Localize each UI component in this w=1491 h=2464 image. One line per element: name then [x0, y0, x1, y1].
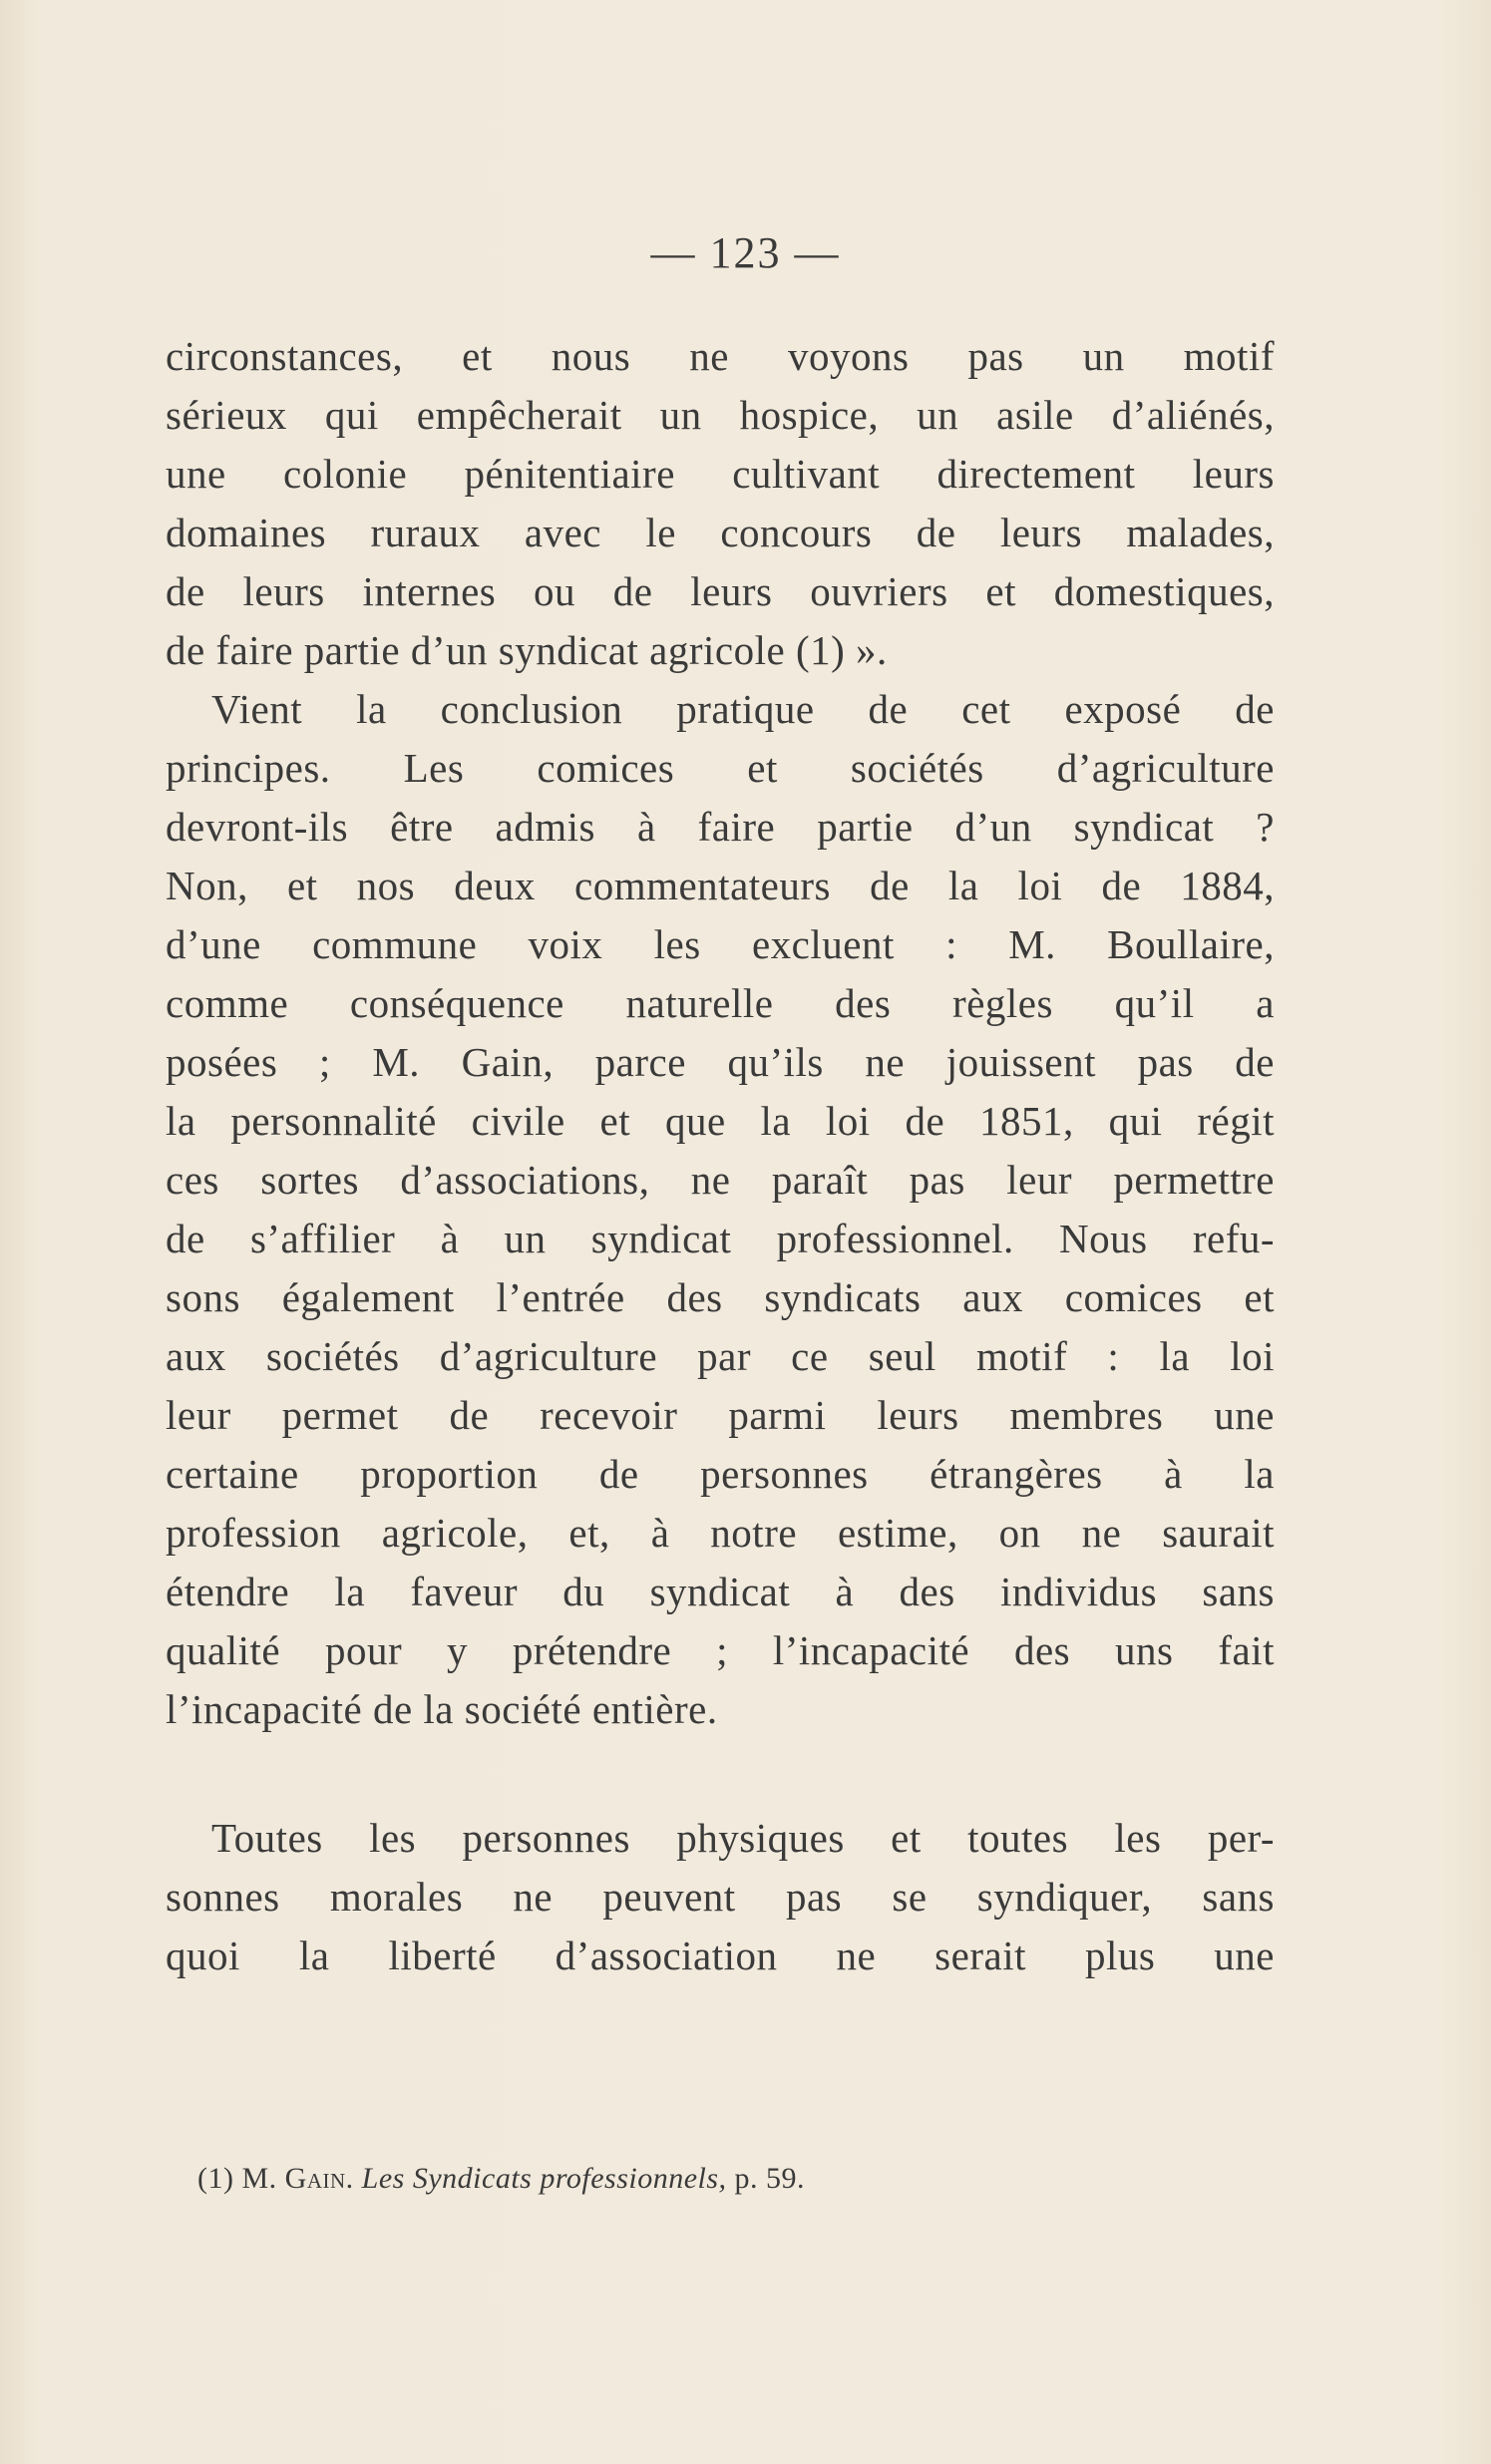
text-line: de s’affilier à un syndicat professionnel. Nous refu- — [166, 1216, 1275, 1261]
text-line: sonnes morales ne peuvent pas se syndiquer, sans — [166, 1874, 1275, 1920]
text-line: l’incapacité de la société entière. — [166, 1686, 718, 1732]
text-line: comme conséquence naturelle des règles qu’il a — [166, 980, 1275, 1026]
body-text — [166, 327, 1275, 1985]
text-line: ces sortes d’associations, ne paraît pas leur permettre — [166, 1157, 1275, 1203]
text-line: aux sociétés d’agriculture par ce seul motif : la loi — [166, 1333, 1275, 1379]
text-line: domaines ruraux avec le concours de leurs malades, — [166, 510, 1275, 555]
text-line: principes. Les comices et sociétés d’agriculture — [166, 745, 1275, 791]
text-line: circonstances, et nous ne voyons pas un motif — [166, 333, 1275, 379]
text-line: étendre la faveur du syndicat à des individus sans — [166, 1569, 1275, 1614]
paragraph — [166, 1809, 1275, 1985]
text-line: posées ; M. Gain, parce qu’ils ne jouissent pas de — [166, 1039, 1275, 1085]
text-line: leur permet de recevoir parmi leurs membres une — [166, 1392, 1275, 1438]
text-line: la personnalité civile et que la loi de 1851, qui régit — [166, 1098, 1275, 1144]
text-line: sérieux qui empêcherait un hospice, un asile d’aliénés, — [166, 392, 1275, 438]
text-line: d’une commune voix les excluent : M. Boullaire, — [166, 921, 1275, 967]
text-line: de faire partie d’un syndicat agricole (1) ». — [166, 627, 888, 673]
text-line: une colonie pénitentiaire cultivant directement leurs — [166, 451, 1275, 497]
footnote-author-prefix: M. — [241, 2162, 277, 2195]
paragraph-gap — [166, 1739, 1275, 1809]
paragraph — [166, 327, 1275, 680]
page-number: — 123 — — [650, 228, 841, 277]
text-line: Non, et nos deux commentateurs de la loi de 1884, — [166, 863, 1275, 908]
paragraph — [166, 680, 1275, 1739]
text-line: Toutes les personnes physiques et toutes les per- — [211, 1815, 1275, 1861]
footnote — [197, 2162, 805, 2196]
text-line: devront-ils être admis à faire partie d’un syndicat ? — [166, 804, 1275, 850]
text-line: Vient la conclusion pratique de cet exposé de — [211, 686, 1275, 732]
text-line: quoi la liberté d’association ne serait plus une — [166, 1933, 1275, 1978]
footnote-author: Gain. — [284, 2162, 354, 2195]
text-line: qualité pour y prétendre ; l’incapacité des uns fait — [166, 1627, 1275, 1673]
text-line: de leurs internes ou de leurs ouvriers et domestiques, — [166, 568, 1275, 614]
text-line: profession agricole, et, à notre estime, on ne saurait — [166, 1510, 1275, 1556]
text-line: certaine proportion de personnes étrangères à la — [166, 1451, 1275, 1497]
text-line: sons également l’entrée des syndicats aux comices et — [166, 1274, 1275, 1320]
footnote-marker: (1) — [197, 2162, 234, 2195]
footnote-title: Les Syndicats professionnels, — [361, 2162, 727, 2195]
footnote-page: p. 59. — [734, 2162, 806, 2195]
